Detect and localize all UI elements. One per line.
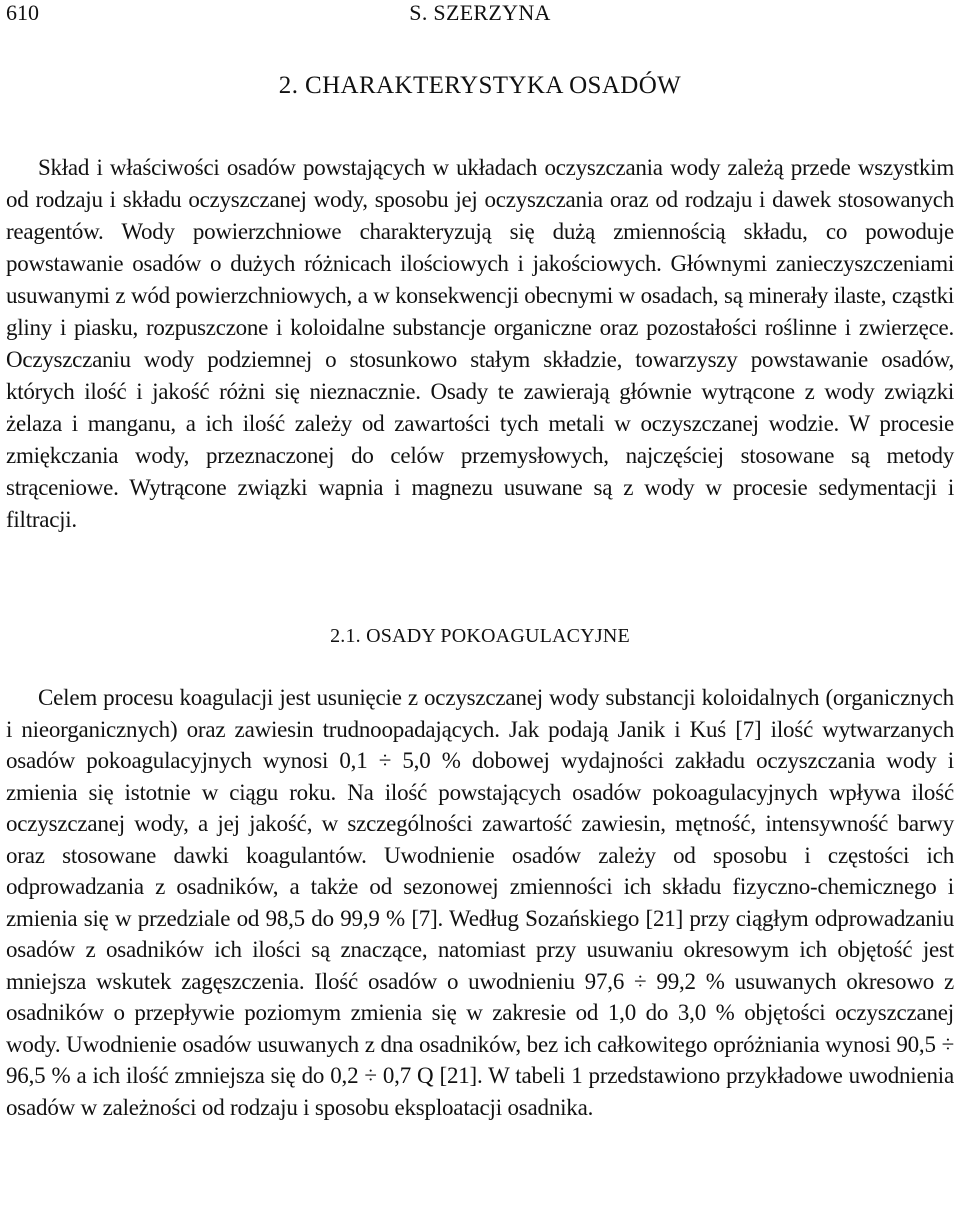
subsection-title: 2.1. OSADY POKOAGULACYJNE	[330, 625, 630, 647]
page-number: 610	[6, 0, 39, 25]
running-header	[6, 0, 954, 26]
section-title: 2. CHARAKTERYSTYKA OSADÓW	[278, 72, 682, 99]
section-paragraph: Skład i właściwości osadów powstających w układach oczyszczania wody zależą przede wszystkim od rodzaju i składu oczyszczanej wody, sposobu jej oczyszczania oraz od rodzaju i dawek stosowanych reagentów. Wody powierzchniowe charakteryzują się dużą zmiennością składu, co powoduje powstawanie osadów o dużych różnicach ilościowych i jakościowych. Głównymi zanieczyszczeniami usuwanymi z wód powierzchniowych, a w konsekwencji obecnymi w osadach, są minerały ilaste, cząstki gliny i piasku, rozpuszczone i koloidalne substancje organiczne oraz pozostałości roślinne i zwierzęce. Oczyszczaniu wody podziemnej o stosunkowo stałym składzie, towarzyszy powstawanie osadów, których ilość i jakość różni się nieznacznie. Osady te zawierają głównie wytrącone z wody związki żelaza i manganu, a ich ilość zależy od zawartości tych metali w oczyszczanej wodzie. W procesie zmiękczania wody, przeznaczonej do celów przemysłowych, najczęściej stosowane są metody strąceniowe. Wytrącone związki wapnia i magnezu usuwane są z wody w procesie sedymentacji i filtracji.	[6, 155, 954, 532]
document-page	[6, 0, 954, 1232]
header-author: S. SZERZYNA	[409, 0, 551, 25]
subsection-paragraph: Celem procesu koagulacji jest usunięcie z oczyszczanej wody substancji koloidalnych (organicznych i nieorganicznych) oraz zawiesin trudnoopadających. Jak podają Janik i Kuś [7] ilość wytwarzanych osadów pokoagulacyjnych wynosi 0,1 ÷ 5,0 % dobowej wydajności zakładu oczyszczania wody i zmienia się istotnie w ciągu roku. Na ilość powstających osadów pokoagulacyjnych wpływa ilość oczyszczanej wody, a jej jakość, w szczególności zawartość zawiesin, mętność, intensywność barwy oraz stosowane dawki koagulantów. Uwodnienie osadów zależy od sposobu i częstości ich odprowadzania z osadników, a także od sezonowej zmienności ich składu fizyczno-chemicznego i zmienia się w przedziale od 98,5 do 99,9 % [7]. Według Sozańskiego [21] przy ciągłym odprowadzaniu osadów z osadników ich ilości są znaczące, natomiast przy usuwaniu okresowym ich objętość jest mniejsza wskutek zagęszczenia. Ilość osadów o uwodnieniu 97,6 ÷ 99,2 % usuwanych okresowo z osadników o przepływie poziomym zmienia się w zakresie od 1,0 do 3,0 % objętości oczyszczanej wody. Uwodnienie osadów usuwanych z dna osadników, bez ich całkowitego opróżniania wynosi 90,5 ÷ 96,5 % a ich ilość zmniejsza się do 0,2 ÷ 0,7 Q [21]. W tabeli 1 przedstawiono przykładowe uwodnienia osadów w zależności od rodzaju i sposobu eksploatacji osadnika.	[6, 685, 954, 1120]
